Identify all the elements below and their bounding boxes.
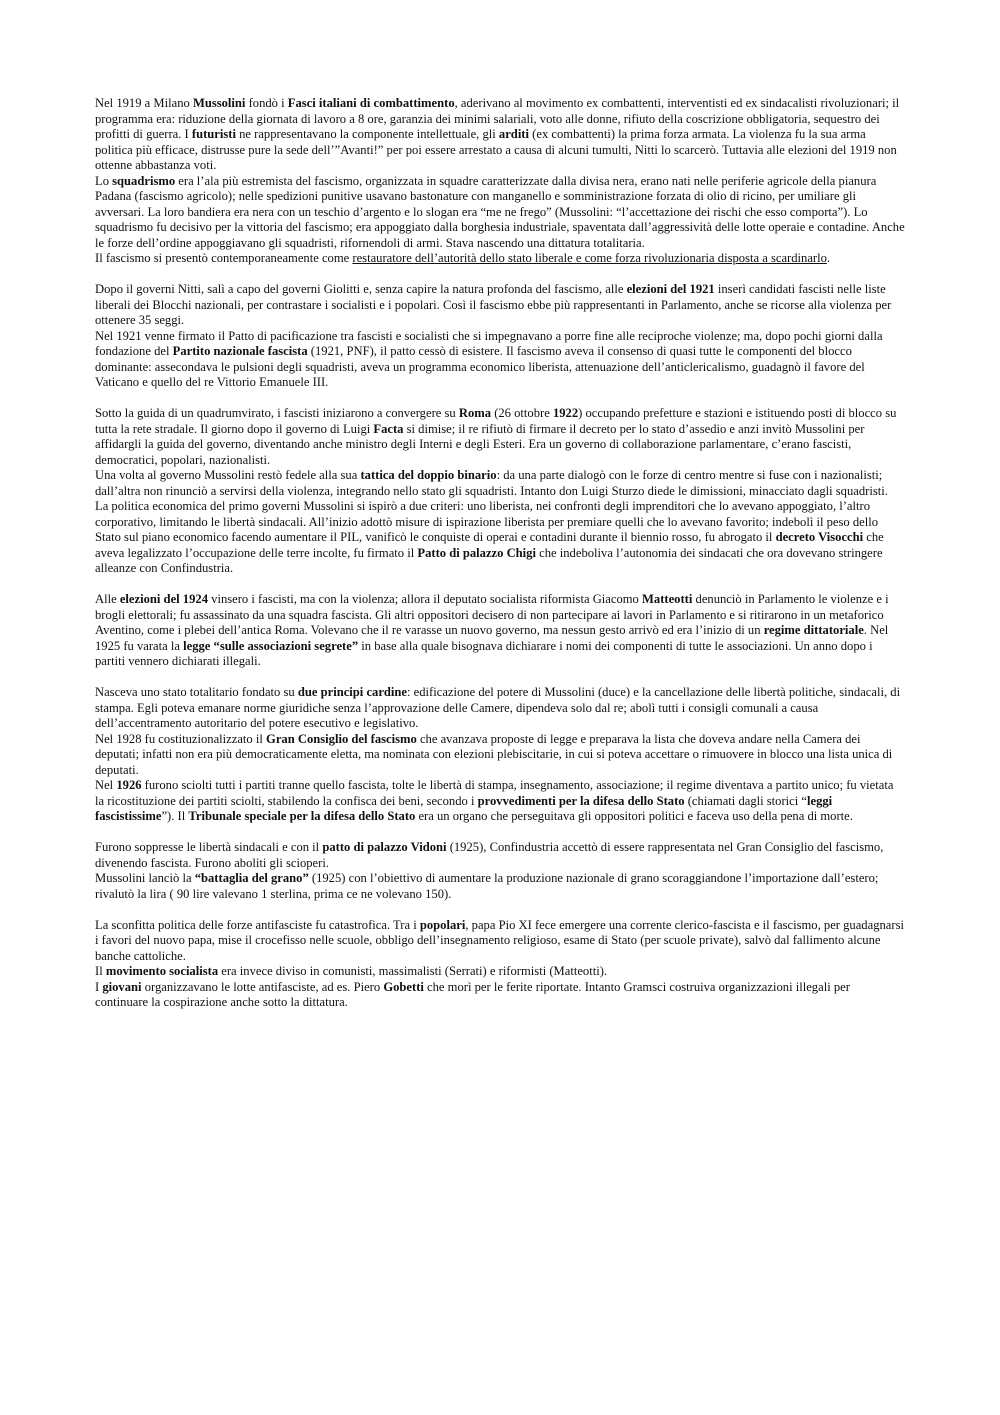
text-run: (26 ottobre	[491, 406, 553, 420]
paragraph	[95, 251, 905, 267]
bold-term: Gran Consiglio del fascismo	[266, 731, 417, 746]
paragraph	[95, 406, 905, 468]
text-run: Mussolini lanciò la	[95, 871, 195, 885]
paragraph	[95, 778, 905, 825]
bold-term: Fasci italiani di combattimento	[287, 96, 455, 110]
text-run: furono sciolti tutti i partiti tranne quello fascista, tolte le libertà di stampa, insegnamento, associazione; il regime diventava a partito unico; fu vietata la ricostituzione dei partiti sciolti, stabilendo la confisca dei beni, secondo i	[95, 778, 894, 808]
paragraph	[95, 499, 905, 577]
text-run: .	[826, 251, 831, 265]
bold-term: elezioni del 1921	[626, 282, 715, 296]
bold-term: Gobetti	[383, 979, 424, 994]
text-run: (1925) con l’obiettivo di aumentare la produzione nazionale di grano scoraggiandone l’importazione dall’estero; rivalutò la lira ( 90 lire valevano 1 sterlina, prima ce ne volevano 150).	[95, 871, 879, 901]
text-run: (1921, PNF), il patto cessò di esistere. Il fascismo aveva il consenso di quasi tutte le componenti del blocco dominante: assecondava le pulsioni degli squadristi, aveva un programma economico liberista, attenuazione dell’anticlericalismo, guadagnò il favore del Vaticano e quello del re Vittorio Emanuele III.	[95, 344, 865, 389]
bold-term: popolari	[419, 917, 466, 932]
paragraph	[95, 685, 905, 732]
text-section	[95, 685, 905, 825]
text-run: Il	[95, 964, 106, 978]
bold-term: 1922	[552, 406, 579, 420]
text-run: Nel 1928 fu costituzionalizzato il	[95, 731, 267, 746]
text-section	[95, 918, 905, 1011]
text-run: Il fascismo si presentò contemporaneamente come	[95, 251, 353, 265]
text-section	[95, 96, 905, 267]
bold-term: 1926	[116, 778, 142, 792]
text-run: Lo	[95, 173, 113, 188]
text-run: Furono soppresse le libertà sindacali e con il	[95, 840, 323, 854]
text-run: . Nel 1925 fu varata la	[95, 623, 889, 653]
bold-term: Mussolini	[192, 96, 246, 110]
paragraph	[95, 732, 905, 779]
paragraph	[95, 282, 905, 329]
text-run: (chiamati dagli storici “	[684, 793, 807, 808]
text-run: ) occupando prefetture e stazioni e istituendo posti di blocco su tutta la rete stradale. Il giorno dopo il governo di Luigi	[95, 406, 897, 436]
paragraph	[95, 980, 905, 1011]
bold-term: Partito nazionale fascista	[172, 344, 308, 358]
text-run: che morì per le ferite riportate. Intanto Gramsci costruiva organizzazioni illegali per continuare la cospirazione anche sotto la dittatura.	[95, 979, 850, 1009]
bold-term: legge “sulle associazioni segrete”	[183, 638, 359, 653]
bold-term: Matteotti	[642, 592, 693, 606]
paragraph	[95, 592, 905, 670]
bold-term: Patto di palazzo Chigi	[417, 545, 536, 560]
text-run: La politica economica del primo governi Mussolini si ispirò a due criteri: uno liberista, nei confronti degli imprenditori che lo avevano appoggiato, l’altro corporativo, limitando le libertà sindacali. All’inizio adottò misure di ispirazione liberista per premiare quelli che lo avevano favorito; indebolì il peso dello Stato sul piano economico facendo aumentare il PIL, vanificò le conquiste di operai e contadini durante il biennio rosso, fu abrogato il	[95, 499, 879, 544]
bold-term: provvedimenti per la difesa dello Stato	[477, 793, 685, 808]
paragraph	[95, 871, 905, 902]
text-run: inserì candidati fascisti nelle liste liberali dei Blocchi nazionali, per contrastare i socialisti e i popolari. Così il fascismo ebbe più rappresentanti in Parlamento, anche se ricorse alla violenza per ottenere 35 seggi.	[95, 282, 892, 327]
bold-term: Tribunale speciale per la difesa dello Stato	[188, 809, 416, 823]
text-run: Nel	[95, 778, 117, 792]
bold-term: leggi fascistissime	[95, 793, 833, 823]
paragraph	[95, 964, 905, 980]
bold-term: patto di palazzo Vidoni	[322, 840, 447, 854]
bold-term: giovani	[102, 979, 142, 994]
text-run: era l’ala più estremista del fascismo, organizzata in squadre caratterizzate dalla divisa nera, erano nati nelle periferie agricole della pianura Padana (fascismo agricolo); nelle spedizioni punitive usavano bastonature con manganello e somministrazione forzata di olio di ricino, per umiliare gli avversari. La loro bandiera era nera con un teschio d’argento e lo slogan era “me ne frego” (Mussolini: “l’accettazione dei rischi che esso comporta”). Lo squadrismo fu decisivo per la vittoria del fascismo; era appoggiato dalla borghesia industriale, spaventata dall’aggressività delle lotte operaie e contadine. Anche le forze dell’ordine appoggiavano gli squadristi, rifornendoli di armi. Stava nascendo una dittatura totalitaria.	[95, 173, 905, 250]
text-section	[95, 592, 905, 670]
text-run: (1925), Confindustria accettò di essere rappresentata nel Gran Consiglio del fascismo, divenendo fascista. Furono aboliti gli scioperi.	[95, 840, 884, 870]
bold-term: due principi cardine	[297, 685, 408, 699]
text-section	[95, 840, 905, 902]
text-run: , papa Pio XI fece emergere una corrente clerico-fascista e il fascismo, per guadagnarsi i favori del nuovo papa, mise il crocefisso nelle scuole, obbligo dell’insegnamento religioso, esame di Stato (per scuole private), salvò dal fallimento alcune banche cattoliche.	[95, 917, 904, 963]
text-run: denunciò in Parlamento le violenze e i brogli elettorali; fu assassinato da una squadra fascista. Gli altri oppositori decisero di non partecipare ai lavori in Parlamento e si ritirarono in un metaforico Aventino, come i plebei dell’antica Roma. Volevano che il re varasse un nuovo governo, ma nessun gesto arrivò ed era l’inizio di un	[95, 592, 889, 637]
paragraph	[95, 918, 905, 965]
text-run: : edificazione del potere di Mussolini (duce) e la cancellazione delle libertà politiche, sindacali, di stampa. Egli poteva emanare norme giuridiche senza l’approvazione delle Camere, dipendeva solo dal re; abolì tutti i consigli comunali a causa dell’accentramento autoritario del potere esecutivo e legislativo.	[95, 685, 901, 730]
paragraph	[95, 840, 905, 871]
text-run: La sconfitta politica delle forze antifasciste fu catastrofica. Tra i	[95, 917, 420, 932]
text-run: Dopo il governi Nitti, salì a capo del governi Giolitti e, senza capire la natura profonda del fascismo, alle	[95, 282, 627, 296]
bold-term: regime dittatoriale	[763, 623, 864, 637]
paragraph	[95, 174, 905, 252]
text-run: era invece diviso in comunisti, massimalisti (Serrati) e riformisti (Matteotti).	[218, 964, 608, 978]
bold-term: tattica del doppio binario	[360, 468, 497, 482]
text-run: fondò i	[245, 96, 288, 110]
text-run: (ex combattenti) la prima forza armata. La violenza fu la sua arma politica più efficace, distrusse pure la sede dell’”Avanti!” per poi essere arrestato a causa di alcuni tumulti, Nitti lo scarcerò. Tuttavia alle elezioni del 1919 non ottenne abbastanza voti.	[95, 127, 897, 172]
bold-term: elezioni del 1924	[119, 592, 208, 606]
paragraph	[95, 468, 905, 499]
bold-term: Roma	[458, 406, 492, 420]
text-run: in base alla quale bisognava dichiarare i nomi dei componenti di tutte le associazioni. Un anno dopo i partiti vennero dichiarati illegali.	[95, 638, 873, 668]
text-section	[95, 406, 905, 577]
bold-term: squadrismo	[112, 173, 176, 188]
text-run: Nel 1919 a Milano	[95, 96, 193, 110]
bold-term: movimento socialista	[105, 964, 219, 978]
text-run: che avanzava proposte di legge e preparava la lista che doveva andare nella Camera dei deputati; infatti non era più democraticamente eletta, ma nominata con elezioni plebiscitarie, in cui si poteva accettare o rimuovere in blocco una lista unica di deputati.	[95, 731, 893, 777]
paragraph	[95, 96, 905, 174]
text-run: Sotto la guida di un quadrumvirato, i fascisti iniziarono a convergere su	[95, 406, 459, 420]
underlined-phrase: restauratore dell’autorità dello stato liberale e come forza rivoluzionaria disposta a scardinarlo	[352, 251, 827, 265]
text-run: vinsero i fascisti, ma con la violenza; allora il deputato socialista riformista Giacomo	[208, 592, 643, 606]
bold-term: futuristi	[191, 127, 236, 141]
text-run: ne rappresentavano la componente intellettuale, gli	[235, 127, 499, 141]
text-run: si dimise; il re rifiutò di firmare il decreto per lo stato d’assedio e anzi invitò Mussolini per affidargli la guida del governo, diventando anche ministro degli Interni e degli Esteri. Era un governo di collaborazione parlamentare, c’erano fascisti, democratici, popolari, nazionalisti.	[95, 421, 865, 467]
text-run: Nel 1921 venne firmato il Patto di pacificazione tra fascisti e socialisti che si impegnavano a porre fine alle reciproche violenze; ma, dopo pochi giorni dalla fondazione del	[95, 328, 883, 358]
text-run: ”). Il	[161, 809, 189, 823]
text-run: organizzavano le lotte antifasciste, ad es. Piero	[141, 979, 384, 994]
text-run: Alle	[95, 592, 120, 606]
bold-term: “battaglia del grano”	[194, 871, 309, 885]
text-section	[95, 282, 905, 391]
bold-term: arditi	[498, 127, 530, 141]
text-run: I	[95, 979, 103, 994]
bold-term: Facta	[373, 421, 404, 436]
text-run: , aderivano al movimento ex combattenti, interventisti ed ex sindacalisti rivoluzionari; il programma era: riduzione della giornata di lavoro a 8 ore, garanzia dei minimi salariali, voto alle donne, rifiuto della coscrizione obbligatoria, sequestro dei profitti di guerra. I	[95, 96, 900, 141]
text-run: : da una parte dialogò con le forze di centro mentre si fuse con i nazionalisti; dall’altra non rinunciò a servirsi della violenza, integrando nello stato gli squadristi. Intanto don Luigi Sturzo diede le dimissioni, minacciato dagli squadristi.	[95, 468, 888, 498]
paragraph	[95, 329, 905, 391]
text-run: Una volta al governo Mussolini restò fedele alla sua	[95, 468, 361, 482]
text-run: Nasceva uno stato totalitario fondato su	[95, 685, 298, 699]
bold-term: decreto Visocchi	[775, 530, 864, 544]
text-run: era un organo che perseguitava gli oppositori politici e faceva uso della pena di morte.	[415, 809, 853, 823]
text-run: che aveva legalizzato l’occupazione delle terre incolte, fu firmato il	[95, 530, 884, 560]
text-run: che indeboliva l’autonomia dei sindacati che ora dovevano stringere alleanze con Confindustria.	[95, 545, 883, 575]
